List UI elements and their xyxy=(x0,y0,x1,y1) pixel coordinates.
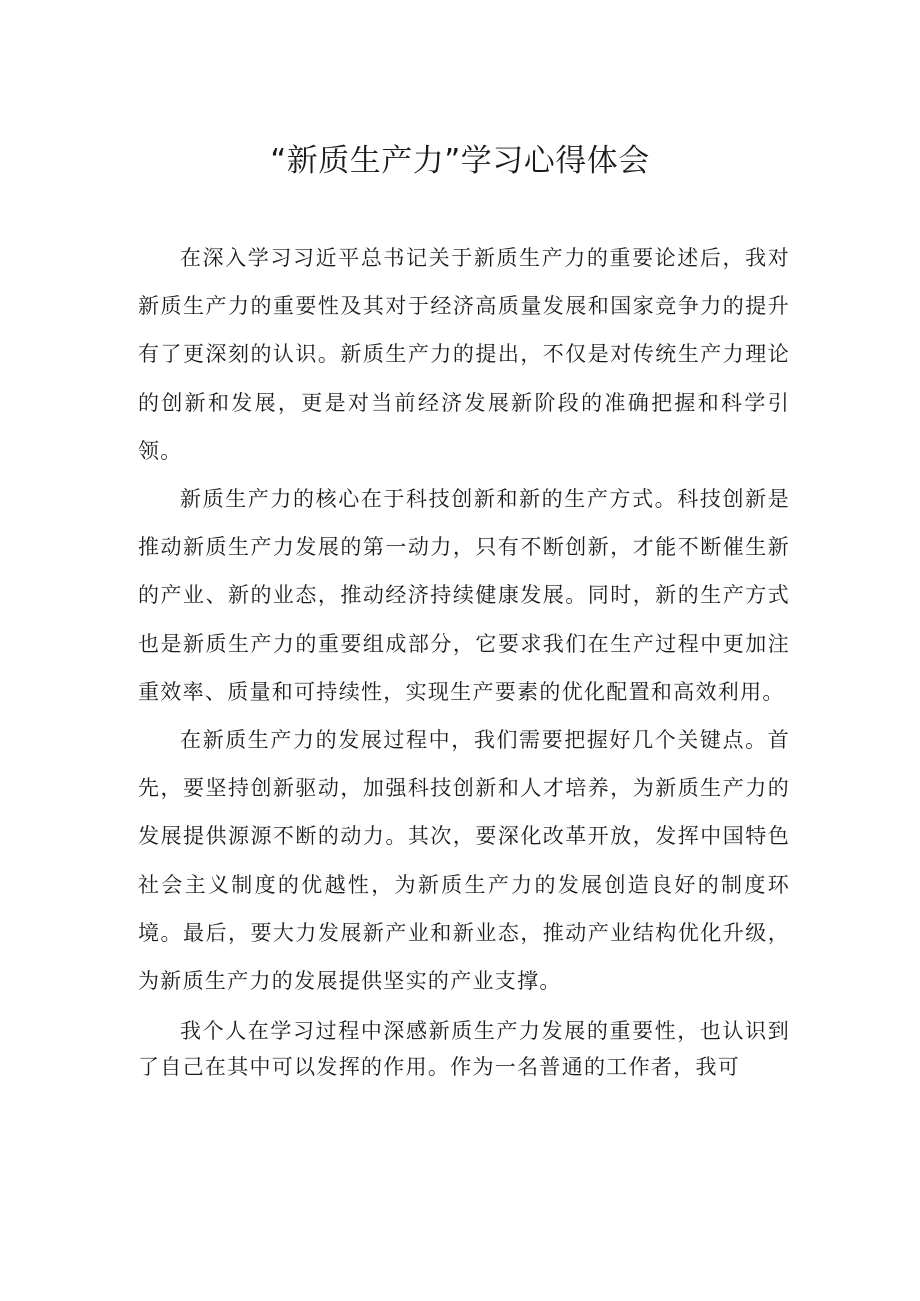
document-title: “新质生产力”学习心得体会 xyxy=(270,143,650,179)
paragraph-4: 我个人在学习过程中深感新质生产力发展的重要性，也认识到了自己在其中可以发挥的作用。作为一名普通的工作者，我可 xyxy=(138,1019,790,1080)
document-body xyxy=(138,234,790,1085)
paragraph-1: 在深入学习习近平总书记关于新质生产力的重要论述后，我对新质生产力的重要性及其对于经济高质量发展和国家竞争力的提升有了更深刻的认识。新质生产力的提出，不仅是对传统生产力理论的创新和发展，更是对当前经济发展新阶段的准确把握和科学引领。 xyxy=(138,246,790,463)
paragraph-3: 在新质生产力的发展过程中，我们需要把握好几个关键点。首先，要坚持创新驱动，加强科技创新和人才培养，为新质生产力的发展提供源源不断的动力。其次，要深化改革开放，发挥中国特色社会主义制度的优越性，为新质生产力的发展创造良好的制度环境。最后，要大力发展新产业和新业态，推动产业结构优化升级，为新质生产力的发展提供坚实的产业支撑。 xyxy=(138,728,790,994)
paragraph-2: 新质生产力的核心在于科技创新和新的生产方式。科技创新是推动新质生产力发展的第一动力，只有不断创新，才能不断催生新的产业、新的业态，推动经济持续健康发展。同时，新的生产方式也是新质生产力的重要组成部分，它要求我们在生产过程中更加注重效率、质量和可持续性，实现生产要素的优化配置和高效利用。 xyxy=(138,487,790,704)
